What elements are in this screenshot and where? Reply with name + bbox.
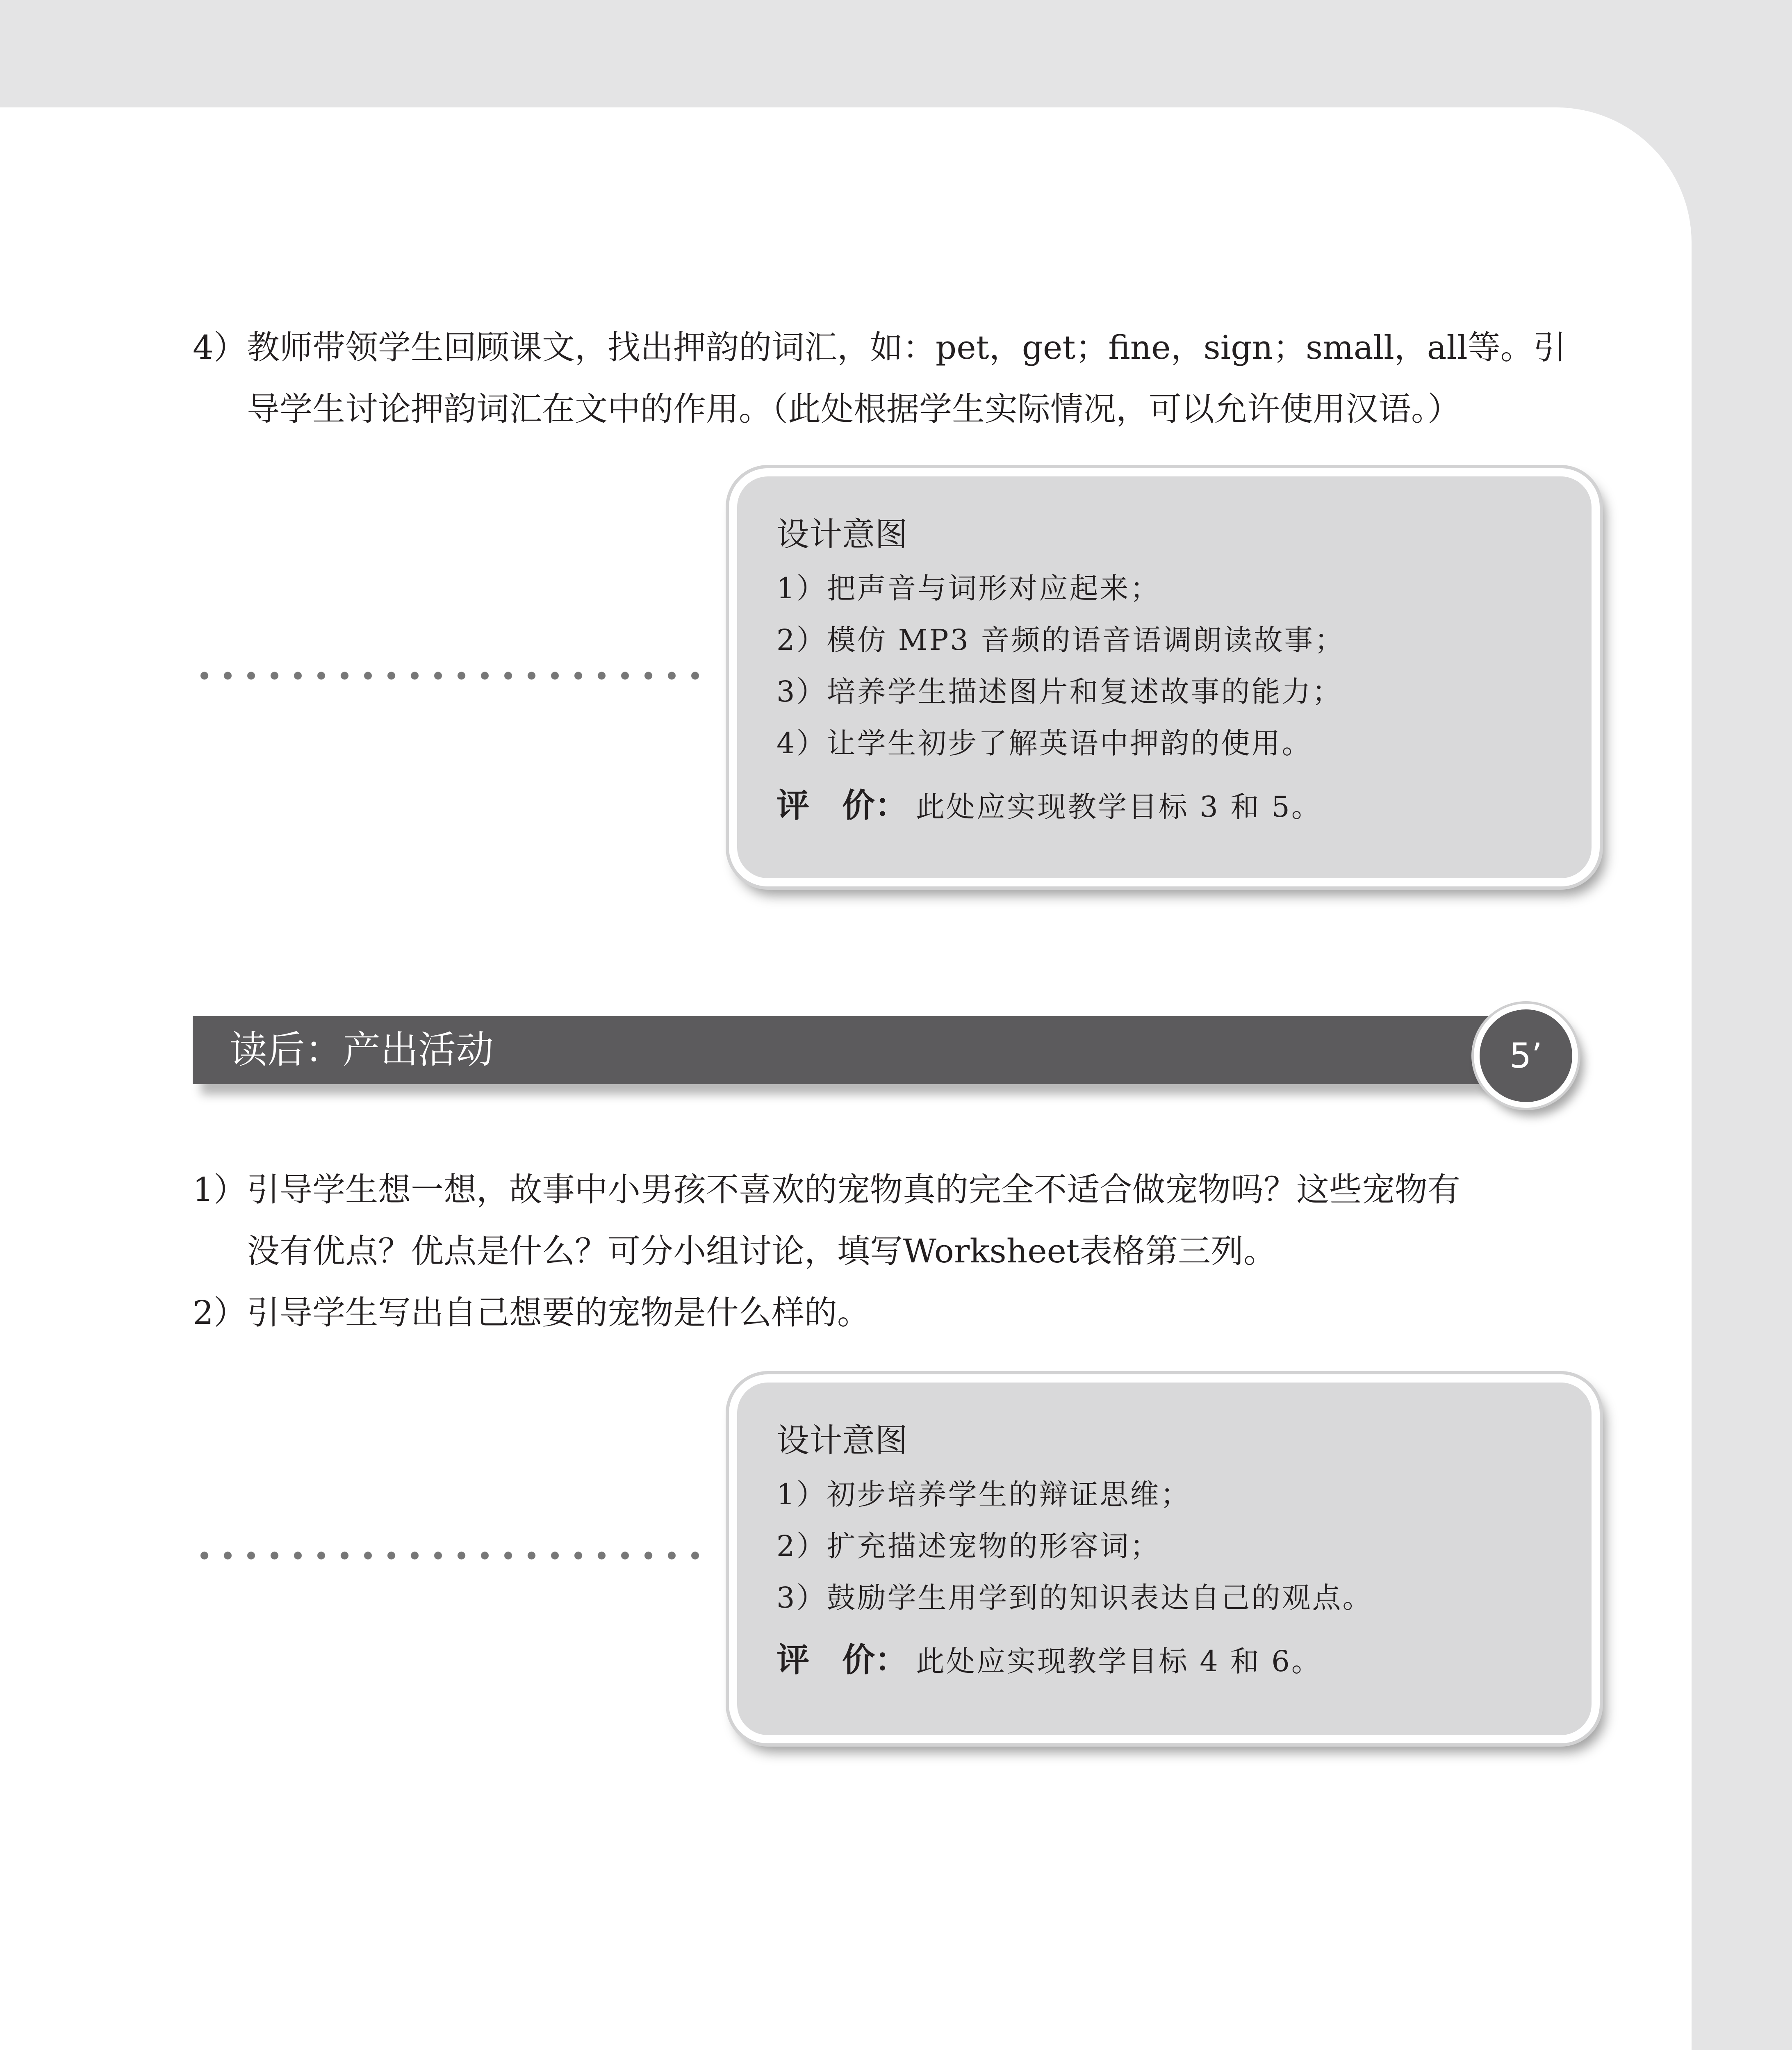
evaluation-text: 此处应实现教学目标 3 和 5。: [916, 790, 1322, 824]
design-note-item: 2）扩充描述宠物的形容词；: [776, 1529, 1161, 1563]
step-number: 1）: [193, 1171, 246, 1209]
dotted-leader: [193, 671, 701, 681]
step-text-line: 导学生讨论押韵词汇在文中的作用。（此处根据学生实际情况，可以允许使用汉语。）: [247, 390, 1460, 428]
step-number: 4）: [193, 328, 246, 367]
design-note-box: [729, 1374, 1600, 1743]
design-note-item: 3）鼓励学生用学到的知识表达自己的观点。: [776, 1581, 1373, 1615]
design-note-title: 设计意图: [776, 515, 908, 554]
dotted-leader: [193, 1551, 701, 1560]
design-note-item: 1）把声音与词形对应起来；: [776, 572, 1161, 605]
design-note-item: 3）培养学生描述图片和复述故事的能力；: [776, 675, 1343, 708]
time-badge: 5’: [1474, 1004, 1578, 1108]
step-text-line: 没有优点？优点是什么？可分小组讨论，填写Worksheet表格第三列。: [247, 1232, 1277, 1270]
evaluation-label: 评 价：: [776, 786, 908, 825]
step-text-line: 教师带领学生回顾课文，找出押韵的词汇，如：pet，get；fine，sign；small，all等。引: [247, 328, 1566, 367]
step-number: 2）: [193, 1294, 246, 1332]
post-step-2-paragraph: [193, 1282, 1603, 1344]
design-note-item: 4）让学生初步了解英语中押韵的使用。: [776, 727, 1312, 760]
design-note-box: [729, 468, 1600, 886]
section-title: 读后：产出活动: [230, 1028, 494, 1072]
design-note-item: 1）初步培养学生的辩证思维；: [776, 1478, 1191, 1511]
evaluation-text: 此处应实现教学目标 4 和 6。: [916, 1645, 1322, 1678]
design-note-item: 2）模仿 MP3 音频的语音语调朗读故事；: [776, 623, 1345, 657]
step-text-line: 引导学生想一想，故事中小男孩不喜欢的宠物真的完全不适合做宠物吗？这些宠物有: [247, 1171, 1460, 1209]
step-4-paragraph: [193, 317, 1603, 440]
evaluation-line: [776, 779, 1563, 834]
evaluation-label: 评 价：: [776, 1641, 908, 1679]
step-text-line: 引导学生写出自己想要的宠物是什么样的。: [247, 1294, 870, 1332]
design-note-title: 设计意图: [776, 1421, 908, 1460]
post-step-1-paragraph: [193, 1159, 1603, 1282]
evaluation-line: [776, 1633, 1563, 1688]
section-header-bar: [193, 1016, 1546, 1084]
